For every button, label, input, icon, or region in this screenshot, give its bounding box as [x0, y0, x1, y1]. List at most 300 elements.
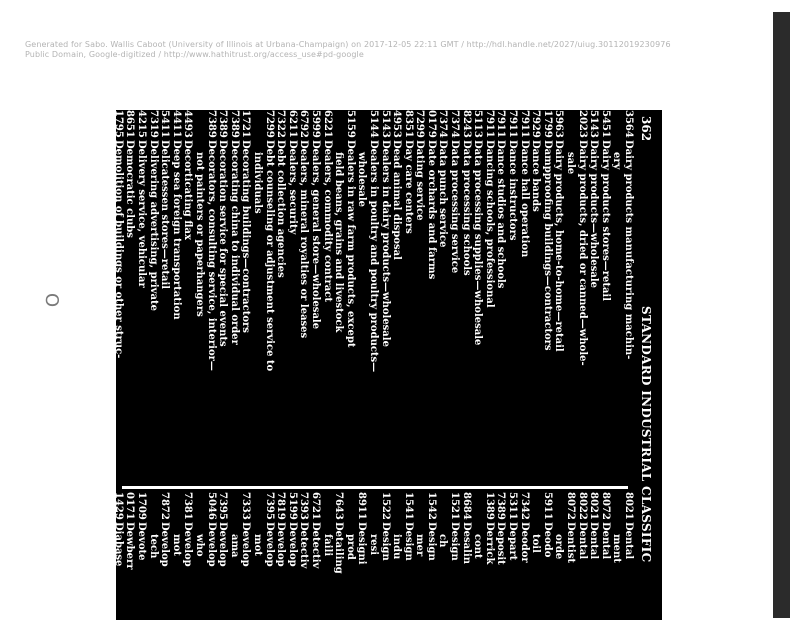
- industry-description: Dairy products manufacturing machin-: [623, 140, 634, 360]
- index-entry: [66, 110, 78, 482]
- sic-code: 4953: [391, 110, 403, 138]
- index-entry: [159, 110, 171, 482]
- index-entry: [31, 110, 43, 482]
- index-entry: [483, 110, 495, 482]
- index-entry: [576, 110, 588, 482]
- industry-description: Dampproofing buildings—contractors: [541, 140, 553, 351]
- index-entry: [20, 110, 32, 482]
- industry-description: Dewberr: [124, 522, 136, 570]
- industry-description: Demonstration service, separate from sale: [89, 140, 101, 378]
- industry-description: field beans, grains and livestock: [333, 152, 345, 333]
- industry-description: contracts with health facilities): [20, 152, 32, 329]
- index-entry: [588, 110, 600, 482]
- industry-description: Design: [402, 522, 414, 561]
- industry-description: Develop: [275, 522, 287, 567]
- sic-code: 8021: [588, 492, 600, 520]
- sic-code: 7322: [275, 110, 287, 138]
- industry-description: Dentist: [565, 522, 577, 563]
- index-entry: [402, 110, 414, 482]
- index-entry: [170, 492, 182, 620]
- index-entry: [321, 492, 333, 620]
- industry-description: prod: [344, 534, 356, 560]
- industry-description: Dental instrument repair: [43, 140, 55, 282]
- sic-code: 7389: [495, 492, 507, 520]
- industry-description: mer: [414, 534, 426, 557]
- index-entry: [611, 110, 623, 482]
- sic-code: 8021: [623, 492, 634, 520]
- index-entry: [309, 492, 321, 620]
- industry-description: Develop: [240, 522, 252, 567]
- industry-description: Dating service: [414, 140, 426, 221]
- index-entry: [228, 492, 240, 620]
- sic-code: 7643: [333, 492, 345, 520]
- sic-code: 7374: [437, 110, 449, 138]
- index-entry: [147, 110, 159, 482]
- industry-description: Diamon: [89, 522, 101, 566]
- sic-code: 7389: [89, 110, 101, 138]
- industry-description: Diabase: [112, 522, 124, 567]
- column-divider: [122, 486, 628, 489]
- sic-code: 5144: [367, 110, 379, 138]
- industry-description: Desalin: [460, 522, 472, 565]
- index-entry: [472, 492, 484, 620]
- sic-code: 1522: [379, 492, 391, 520]
- industry-description: tract: [66, 534, 78, 562]
- index-entry: [286, 492, 298, 620]
- industry-description: Design: [425, 522, 437, 561]
- industry-description: Dental: [623, 522, 634, 560]
- industry-description: Dental: [588, 522, 600, 560]
- index-entry: [506, 110, 518, 482]
- index-entry: [217, 110, 229, 482]
- index-entry: [518, 110, 530, 482]
- industry-description: Decoration service for special events: [217, 140, 229, 347]
- industry-description: Dealers in poultry and poultry products—: [367, 140, 379, 373]
- index-entry: [611, 492, 623, 620]
- sic-code: 7911: [495, 110, 507, 138]
- index-entry: [564, 492, 576, 620]
- index-entry: [112, 492, 124, 620]
- index-entry: [251, 492, 263, 620]
- index-entry: [321, 110, 333, 482]
- index-entry: [309, 110, 321, 482]
- sic-code: 7389: [205, 110, 217, 138]
- index-entry: [193, 492, 205, 620]
- index-entry: [205, 110, 217, 482]
- index-entry: [553, 110, 565, 482]
- sic-code: 5094: [43, 492, 55, 520]
- industry-description: Dairy products—wholesale: [588, 140, 600, 289]
- sic-code: 5085: [31, 492, 43, 520]
- sic-code: 7911: [507, 110, 519, 138]
- sic-code: 7374: [449, 110, 461, 138]
- industry-description: Diamon: [101, 522, 113, 566]
- index-entry: [530, 492, 542, 620]
- industry-description: Dealers, general store—wholesale: [309, 140, 321, 330]
- industry-description: faili: [321, 534, 333, 557]
- sic-code: 7333: [240, 492, 252, 520]
- index-entry: [43, 492, 55, 620]
- sic-code: 8351: [402, 110, 414, 138]
- industry-description: Date orchards and farms: [425, 140, 437, 280]
- industry-description: Dealers, mineral royalties or leases: [298, 140, 310, 339]
- sic-code: 7381: [182, 492, 194, 520]
- sic-code: 8072: [599, 492, 611, 520]
- index-entry: [43, 110, 55, 482]
- watermark-line-2: Public Domain, Google-digitized / http://www.hathitrust.org/access_use#pd-google: [25, 50, 364, 59]
- index-entry: [344, 110, 356, 482]
- index-entry: [622, 492, 634, 620]
- sic-code: 7819: [275, 492, 287, 520]
- industry-description: Dental associations: [78, 140, 90, 250]
- sic-code: 1795: [112, 110, 124, 138]
- sic-code: 7349: [101, 492, 113, 520]
- sic-code: 7911: [518, 110, 530, 138]
- index-entry: [437, 492, 449, 620]
- index-entry: [182, 110, 194, 482]
- index-entry: [101, 110, 113, 482]
- index-entry: [367, 110, 379, 482]
- index-entry: [89, 110, 101, 482]
- index-entry: [379, 492, 391, 620]
- industry-description: Dance instructors: [507, 140, 519, 241]
- industry-description: Diamon: [31, 522, 43, 566]
- sic-code: 4411: [170, 110, 182, 138]
- index-entry: [425, 492, 437, 620]
- industry-description: sale: [54, 152, 66, 175]
- scanned-page-content: [20, 110, 662, 620]
- industry-description: Deodo: [541, 522, 553, 558]
- index-entry: [135, 110, 147, 482]
- index-entry: [31, 492, 43, 620]
- industry-description: ment: [611, 534, 623, 563]
- industry-description: sale: [565, 152, 577, 175]
- index-entry: [147, 492, 159, 620]
- sic-code: 8621: [78, 110, 90, 138]
- sic-code: 5411: [159, 110, 171, 138]
- sic-code: 1499: [54, 492, 66, 520]
- industry-description: ery: [611, 152, 623, 170]
- industry-description: Data processing supplies—wholesale: [472, 140, 484, 346]
- index-entry: [333, 492, 345, 620]
- industry-description: Dealers in raw farm products, except: [344, 140, 356, 348]
- sic-code: 5046: [205, 492, 217, 520]
- index-entry: [622, 110, 634, 482]
- index-entry: [495, 492, 507, 620]
- sic-code: 8651: [124, 110, 136, 138]
- index-entry: [391, 110, 403, 482]
- index-entry: [124, 492, 136, 620]
- sic-code: 4493: [182, 110, 194, 138]
- industry-description: Develop: [286, 522, 298, 567]
- industry-description: Develop: [205, 522, 217, 567]
- index-entry: [89, 492, 101, 620]
- index-entry: [460, 492, 472, 620]
- sic-code: 6792: [298, 110, 310, 138]
- hole-punch-mark: O: [41, 293, 62, 308]
- industry-description: Democratic clubs: [124, 140, 136, 238]
- index-entry: [124, 110, 136, 482]
- industry-description: Dance studios and schools: [495, 140, 507, 289]
- index-entry: [182, 492, 194, 620]
- industry-description: tech: [147, 534, 159, 559]
- industry-description: not painters or paperhangers: [194, 152, 206, 317]
- sic-code: 1542: [425, 492, 437, 520]
- sic-code: 5963: [553, 110, 565, 138]
- industry-description: Dance bands: [530, 140, 542, 212]
- industry-description: individuals: [252, 152, 263, 214]
- index-entry: [599, 110, 611, 482]
- industry-description: Debt collection agencies: [275, 140, 287, 278]
- industry-description: Dealers, security: [286, 140, 298, 235]
- industry-description: indu: [391, 534, 403, 560]
- index-entry: [78, 110, 90, 482]
- industry-description: Design: [449, 522, 461, 561]
- industry-description: tures (except marine)—contractors: [101, 152, 113, 349]
- sic-code: 7699: [43, 110, 55, 138]
- sic-code: 1521: [449, 492, 461, 520]
- scan-edge-shadow: [773, 12, 790, 618]
- index-entry: [275, 492, 287, 620]
- index-entry: [205, 492, 217, 620]
- sic-code: 1799: [78, 492, 90, 520]
- industry-description: Detailing: [333, 522, 345, 574]
- industry-description: toil: [530, 534, 542, 553]
- industry-description: Dealers, commodity contract: [321, 140, 333, 302]
- index-entry: [402, 492, 414, 620]
- index-entry: [541, 110, 553, 482]
- industry-description: Dairy products, dried or canned—whole-: [576, 140, 588, 366]
- sic-code: 3564: [623, 110, 634, 138]
- index-entry: [275, 110, 287, 482]
- index-entry: [193, 110, 205, 482]
- sic-code: 1799: [541, 110, 553, 138]
- index-entry: [425, 110, 437, 482]
- index-entry: [367, 492, 379, 620]
- industry-description: Demolition of buildings or other struc-: [112, 140, 124, 359]
- index-entry: [449, 492, 461, 620]
- industry-description: Data processing schools: [460, 140, 472, 276]
- industry-description: Diamon: [54, 522, 66, 566]
- industry-description: Decorators, consulting service, interior—: [205, 140, 217, 371]
- industry-description: Dead animal disposal: [391, 140, 403, 260]
- index-entry: [240, 492, 252, 620]
- industry-description: Dealers in dairy products—wholesale: [379, 140, 391, 347]
- sic-code: 5143: [588, 110, 600, 138]
- index-entry: [518, 492, 530, 620]
- sic-code: 5999: [309, 110, 321, 138]
- index-entry: [437, 110, 449, 482]
- sic-code: 7389: [217, 110, 229, 138]
- sic-code: 4215: [136, 110, 148, 138]
- index-entry: [391, 492, 403, 620]
- index-column-right: [20, 492, 634, 620]
- industry-description: Devote: [136, 522, 148, 561]
- sic-code: 0179: [425, 110, 437, 138]
- index-entry: [78, 492, 90, 620]
- sic-code: 2023: [576, 110, 588, 138]
- index-entry: [356, 492, 368, 620]
- industry-description: Develop: [159, 522, 171, 567]
- sic-code: 5451: [599, 110, 611, 138]
- index-entry: [298, 492, 310, 620]
- sic-code: 8911: [356, 492, 368, 520]
- industry-description: Dance hall operation: [518, 140, 530, 258]
- index-entry: [240, 110, 252, 482]
- industry-description: Diamon: [78, 522, 90, 566]
- index-entry: [54, 492, 66, 620]
- industry-description: Derrick: [483, 522, 495, 565]
- index-entry: [135, 492, 147, 620]
- index-entry: [54, 110, 66, 482]
- sic-code: 6721: [309, 492, 321, 520]
- industry-description: ama: [228, 534, 240, 558]
- industry-description: Delicatessen stores—retail: [159, 140, 171, 290]
- industry-description: who: [20, 534, 32, 557]
- industry-description: Deposit: [495, 522, 507, 565]
- index-entry: [564, 110, 576, 482]
- sic-code: 5086: [66, 110, 78, 138]
- index-entry: [298, 110, 310, 482]
- index-entry: [483, 492, 495, 620]
- sic-code: 1709: [136, 492, 148, 520]
- industry-description: Debt counseling or adjustment service to: [263, 140, 275, 372]
- sic-code: 1429: [112, 492, 124, 520]
- industry-description: Dairy products stores—retail: [599, 140, 611, 302]
- sic-code: 5143: [379, 110, 391, 138]
- industry-description: Design: [379, 522, 391, 561]
- index-entry: [170, 110, 182, 482]
- index-entry: [588, 492, 600, 620]
- industry-description: Data processing service: [449, 140, 461, 274]
- index-entry: [344, 492, 356, 620]
- index-entry: [356, 110, 368, 482]
- industry-description: Dairy products, home-to-home—retail: [553, 140, 565, 352]
- industry-description: Develop: [217, 522, 229, 567]
- index-entry: [472, 110, 484, 482]
- index-entry: [251, 110, 263, 482]
- sic-code: 6221: [321, 110, 333, 138]
- sic-code: 1389: [483, 492, 495, 520]
- industry-description: Delivery service, vehicular: [136, 140, 148, 288]
- sic-code: 8022: [576, 492, 588, 520]
- sic-code: 7389: [228, 110, 240, 138]
- industry-description: ch: [437, 534, 449, 548]
- industry-description: Day care centers: [402, 140, 414, 234]
- index-entry: [20, 492, 32, 620]
- index-entry: [506, 492, 518, 620]
- index-entry: [460, 110, 472, 482]
- sic-code: 0171: [124, 492, 136, 520]
- sic-code: 7929: [530, 110, 542, 138]
- index-entry: [379, 110, 391, 482]
- industry-description: Deodor: [518, 522, 530, 563]
- industry-description: Develop: [182, 522, 194, 567]
- sic-code: 8243: [460, 110, 472, 138]
- scanned-page-negative: [20, 110, 662, 620]
- index-entry: [159, 492, 171, 620]
- sic-code: 7395: [217, 492, 229, 520]
- index-entry: [541, 492, 553, 620]
- sic-code: 7395: [263, 492, 275, 520]
- sic-code: 5199: [286, 492, 298, 520]
- industry-description: Decorating buildings—contractors: [240, 140, 252, 333]
- industry-description: cont: [472, 534, 484, 559]
- index-column-left: [20, 110, 634, 482]
- industry-description: Decorticating flax: [182, 140, 194, 240]
- sic-code: 8684: [460, 492, 472, 520]
- sic-code: 7911: [483, 110, 495, 138]
- index-entry: [217, 492, 229, 620]
- industry-description: Decorating china to individual order: [228, 140, 240, 345]
- page-number: 362: [639, 116, 653, 142]
- sic-code: 7342: [518, 492, 530, 520]
- industry-description: Data punch service: [437, 140, 449, 248]
- index-entry: [414, 110, 426, 482]
- page-header: [636, 110, 656, 620]
- industry-description: mot: [170, 534, 182, 556]
- index-entry: [576, 492, 588, 620]
- index-entry: [599, 492, 611, 620]
- industry-description: Diamon: [43, 522, 55, 566]
- index-entry: [263, 110, 275, 482]
- industry-description: Delivering advertising, private: [147, 140, 159, 311]
- index-entry: [495, 110, 507, 482]
- industry-description: resi: [367, 534, 379, 556]
- industry-description: Dental insurance (providing services by: [31, 140, 43, 363]
- industry-description: Designi: [356, 522, 368, 565]
- index-entry: [449, 110, 461, 482]
- index-entry: [112, 110, 124, 482]
- industry-description: Detectiv: [298, 522, 310, 569]
- industry-description: Depart: [507, 522, 519, 561]
- sic-code: 7299: [414, 110, 426, 138]
- index-entry: [263, 492, 275, 620]
- index-entry: [553, 492, 565, 620]
- industry-description: Dental equipment and supplies—whole-: [66, 140, 78, 362]
- index-entry: [101, 492, 113, 620]
- watermark-line-1: Generated for Sabo. Wallis Caboot (University of Illinois at Urbana-Champaign) on 2017-12-05 22:11 GMT / http://hdl.handle.net/2027/uiug.30112019230976: [25, 40, 671, 49]
- index-entry: [286, 110, 298, 482]
- sic-code: 5311: [507, 492, 519, 520]
- sic-code: 5911: [541, 492, 553, 520]
- industry-description: who: [194, 534, 206, 557]
- industry-description: mot: [252, 534, 263, 556]
- sic-code: 5159: [344, 110, 356, 138]
- sic-code: 6211: [286, 110, 298, 138]
- sic-code: 6324: [31, 110, 43, 138]
- industry-description: Develop: [263, 522, 275, 567]
- sic-code: 7319: [147, 110, 159, 138]
- index-entry: [414, 492, 426, 620]
- sic-code: 1541: [402, 492, 414, 520]
- industry-description: orde: [553, 534, 565, 560]
- industry-description: Dental: [599, 522, 611, 560]
- sic-code: 5113: [472, 110, 484, 138]
- running-title: STANDARD INDUSTRIAL CLASSIFIC: [639, 306, 653, 563]
- industry-description: Dancing schools, professional: [483, 140, 495, 308]
- sic-code: 7872: [159, 492, 171, 520]
- sic-code: 8072: [565, 492, 577, 520]
- sic-code: 1411: [89, 492, 101, 520]
- index-entry: [228, 110, 240, 482]
- index-entry: [333, 110, 345, 482]
- industry-description: Dental: [576, 522, 588, 560]
- sic-code: 1721: [240, 110, 252, 138]
- index-entry: [530, 110, 542, 482]
- industry-description: wholesale: [356, 152, 368, 207]
- sic-code: 7393: [298, 492, 310, 520]
